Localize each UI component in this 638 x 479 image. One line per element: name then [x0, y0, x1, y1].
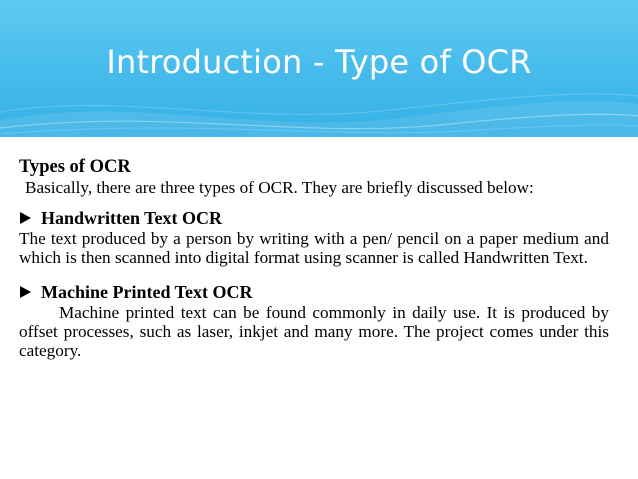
intro-paragraph: Basically, there are three types of OCR. They are briefly discussed below: [25, 178, 534, 197]
bullet-description: Machine printed text can be found commonly in daily use. It is produced by offset processes, such as laser, inkjet and many more. The project comes under this category. [19, 303, 609, 360]
bullet-machine-printed [19, 281, 609, 303]
slide-title: Introduction - Type of OCR [106, 43, 532, 81]
arrow-right-icon [20, 212, 31, 224]
bullet-title: Machine Printed Text OCR [41, 282, 253, 302]
bullet-handwritten [19, 207, 609, 229]
bullet-description: The text produced by a person by writing with a pen/ pencil on a paper medium and which is then scanned into digital format using scanner is called Handwritten Text. [19, 229, 609, 267]
arrow-right-icon [20, 286, 31, 298]
slide-body [19, 156, 609, 360]
slide-header [0, 0, 638, 137]
bullet-title: Handwritten Text OCR [41, 208, 223, 228]
section-heading: Types of OCR [19, 157, 131, 177]
